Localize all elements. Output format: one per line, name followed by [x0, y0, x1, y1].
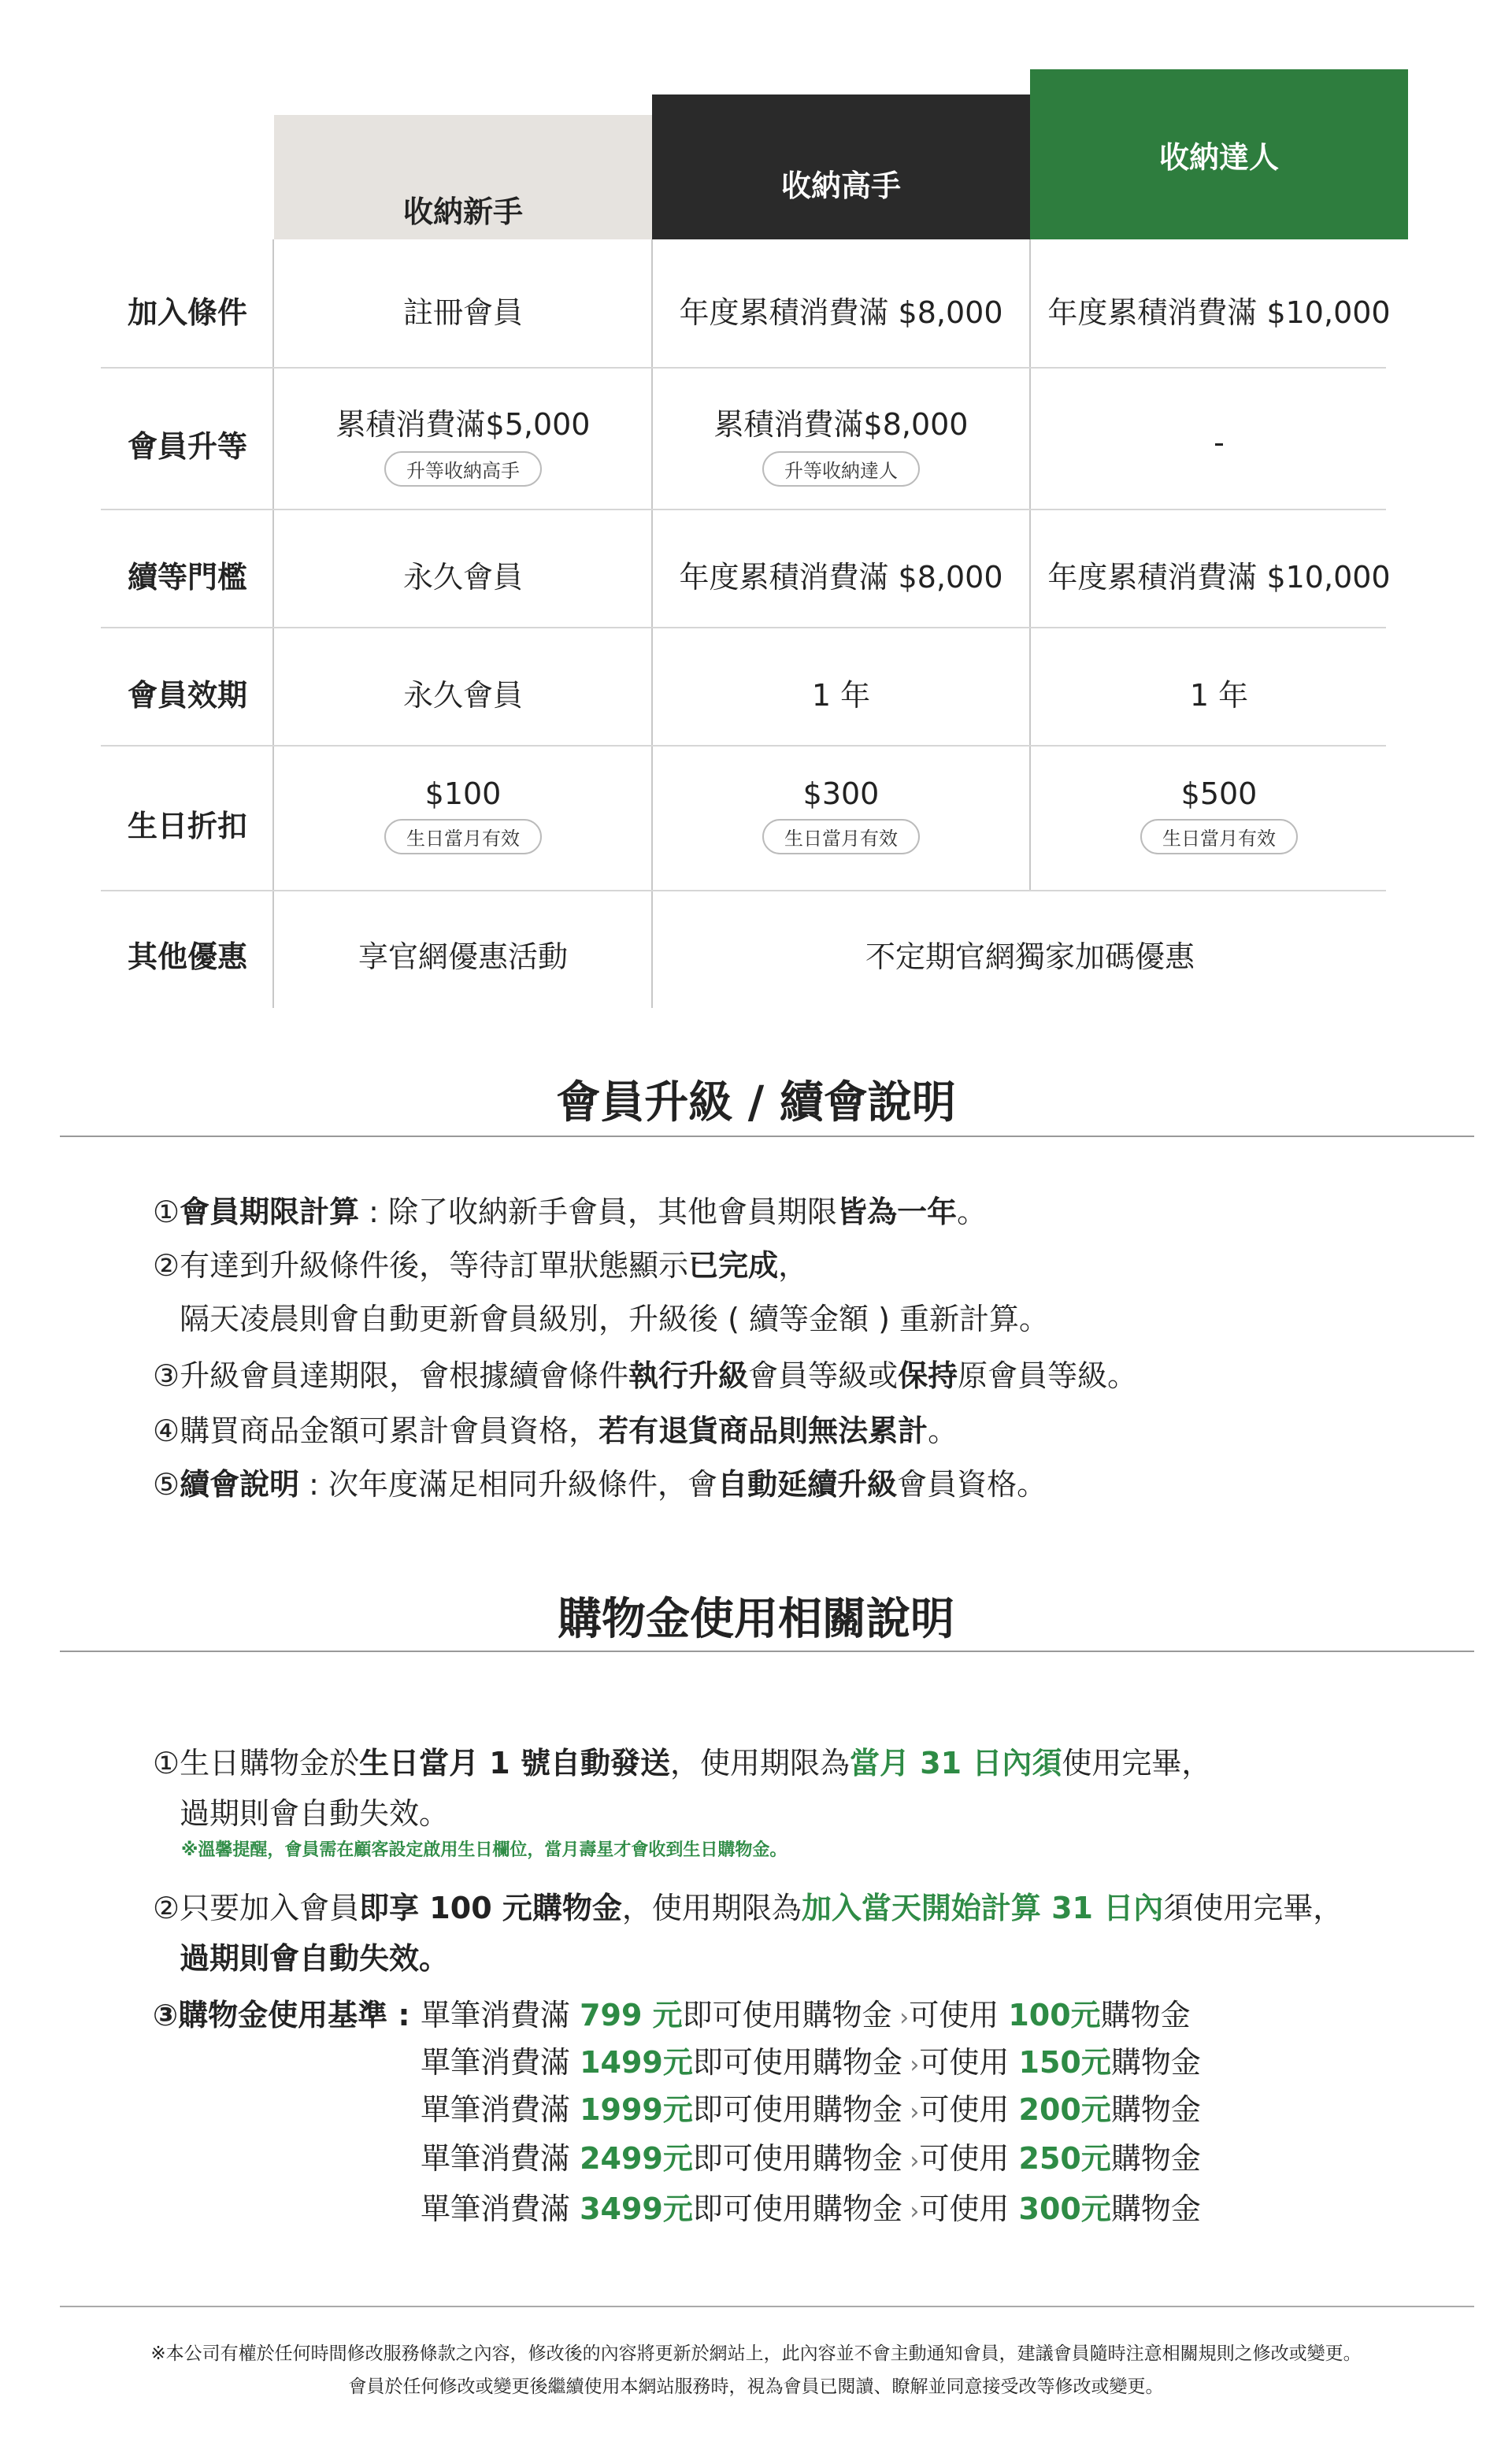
note-text: 使用完畢，	[1062, 1746, 1212, 1780]
table-cell: 永久會員	[402, 560, 523, 595]
table-divider	[272, 239, 274, 1008]
note-text: 。	[928, 1414, 958, 1448]
tier-spend: 2499元	[580, 2141, 693, 2176]
table-cell	[274, 776, 652, 854]
tier-mid: 即可使用購物金	[692, 2045, 902, 2080]
credit-rule-label: ③購物金使用基準 :	[153, 1998, 410, 2032]
note-text: 購買商品金額可累計會員資格，	[180, 1414, 599, 1448]
table-cell: 年度累積消費滿 $10,000	[1047, 295, 1391, 330]
chevron-right-icon: ›	[902, 2051, 920, 2079]
table-divider	[101, 367, 1386, 369]
note-text: ，使用期限為	[621, 1891, 802, 1925]
upgrade-note-item	[153, 1188, 987, 1231]
table-cell: 享官網優惠活動	[358, 939, 568, 974]
bold-text: 皆為一年	[837, 1195, 958, 1229]
table-cell	[274, 400, 652, 487]
tier-prefix: 單筆消費滿	[421, 1998, 580, 2032]
table-cell	[1030, 776, 1408, 854]
tier-spend: 3499元	[580, 2192, 693, 2226]
tier-mid: 即可使用購物金	[692, 2141, 902, 2176]
row-label: 會員升等	[127, 429, 247, 464]
tier-use: 可使用	[919, 2092, 1019, 2127]
table-cell: 年度累積消費滿 $8,000	[679, 295, 1003, 330]
table-cell: 永久會員	[402, 678, 523, 713]
note-text: ①生日購物金於	[153, 1746, 360, 1780]
table-divider	[101, 890, 1386, 891]
credit-tier-row	[421, 2038, 1201, 2081]
birthday-tag: 生日當月有效	[762, 819, 920, 854]
credit-tier-row	[421, 2134, 1201, 2177]
tier-prefix: 單筆消費滿	[421, 2192, 580, 2226]
birthday-tag: 生日當月有效	[384, 819, 542, 854]
footer-divider	[60, 2306, 1474, 2307]
tier-mid: 即可使用購物金	[692, 2192, 902, 2226]
table-divider	[651, 239, 653, 1008]
tier-spend: 799 元	[580, 1998, 683, 2032]
bold-text: 即享 100 元購物金	[359, 1891, 622, 1925]
cell-value: 累積消費滿$5,000	[335, 407, 591, 442]
credit-tier-row	[421, 2184, 1201, 2228]
note-text: ②只要加入會員	[153, 1891, 360, 1925]
table-cell	[652, 400, 1030, 487]
section-title-upgrade: 會員升級 / 續會說明	[556, 1077, 956, 1128]
table-cell: 註冊會員	[402, 295, 523, 330]
tier-prefix: 單筆消費滿	[421, 2045, 580, 2080]
credit-tier-row	[421, 2085, 1201, 2129]
note-text: 隔天凌晨則會自動更新會員級別，升級後 ( 續等金額 ) 重新計算。	[180, 1302, 1049, 1336]
upgrade-note-item	[153, 1460, 1047, 1503]
section-divider	[60, 1651, 1474, 1652]
credit-note-2	[153, 1884, 1343, 1927]
chevron-right-icon: ›	[902, 2147, 920, 2175]
tier-amount: 250元	[1018, 2141, 1111, 2176]
row-label: 其他優惠	[127, 939, 247, 974]
section-title-credit: 購物金使用相關說明	[558, 1594, 954, 1645]
row-label: 會員效期	[127, 678, 247, 713]
highlight-text: 當月 31 日內須	[850, 1746, 1062, 1780]
note-text: 升級會員達期限，會根據續會條件	[180, 1358, 629, 1393]
tier-suffix: 購物金	[1100, 1998, 1191, 2032]
upgrade-note-item	[153, 1406, 958, 1450]
note-text: 會員資格。	[897, 1467, 1047, 1502]
tier-amount: 200元	[1018, 2092, 1111, 2127]
tier-mid: 即可使用購物金	[682, 1998, 892, 2032]
upgrade-note-item	[153, 1351, 1137, 1395]
tier-use: 可使用	[909, 1998, 1009, 2032]
table-cell: -	[1214, 425, 1225, 460]
table-cell: 年度累積消費滿 $10,000	[1047, 560, 1391, 595]
table-divider	[101, 509, 1386, 510]
tier-spend: 1499元	[580, 2045, 693, 2080]
note-text: 有達到升級條件後，等待訂單狀態顯示	[180, 1248, 689, 1283]
bold-text: 執行升級	[628, 1358, 749, 1393]
note-text: ，	[778, 1248, 809, 1283]
cell-value: $300	[802, 776, 880, 811]
row-label: 加入條件	[127, 295, 247, 330]
bold-text: 保持	[898, 1358, 958, 1393]
credit-note-2-line2: 過期則會自動失效。	[180, 1941, 450, 1976]
upgrade-note-item	[153, 1241, 808, 1284]
upgrade-tag: 升等收納達人	[762, 451, 920, 487]
cell-value: $500	[1180, 776, 1258, 811]
tier-suffix: 購物金	[1110, 2045, 1201, 2080]
tier-label: 收納新手	[402, 194, 523, 229]
tier-header-beginner	[274, 115, 652, 239]
bold-text: 自動延續升級	[717, 1467, 898, 1502]
table-divider	[101, 627, 1386, 628]
item-number: ①	[153, 1195, 180, 1229]
tier-amount: 150元	[1018, 2045, 1111, 2080]
item-number: ④	[153, 1414, 180, 1448]
cell-value: $100	[424, 776, 502, 811]
footer-disclaimer: ※本公司有權於任何時間修改服務條款之內容，修改後的內容將更新於網站上，此內容並不會主動通知會員，建議會員隨時注意相關規則之修改或變更。	[150, 2344, 1362, 2364]
row-label: 生日折扣	[127, 809, 247, 843]
tier-mid: 即可使用購物金	[692, 2092, 902, 2127]
chevron-right-icon: ›	[902, 2198, 920, 2225]
birthday-tag: 生日當月有效	[1140, 819, 1298, 854]
bold-text: 已完成	[688, 1248, 779, 1283]
table-cell: 1 年	[811, 678, 871, 713]
birthday-tip: ※溫馨提醒，會員需在顧客設定啟用生日欄位，當月壽星才會收到生日購物金。	[181, 1840, 788, 1860]
item-number: ⑤	[153, 1467, 180, 1502]
highlight-text: 加入當天開始計算 31 日內	[801, 1891, 1164, 1925]
note-text: 原會員等級。	[958, 1358, 1138, 1393]
cell-value: 累積消費滿$8,000	[713, 407, 969, 442]
credit-note-1-line2: 過期則會自動失效。	[180, 1796, 450, 1831]
footer-disclaimer-2: 會員於任何修改或變更後繼續使用本網站服務時，視為會員已閱讀、瞭解並同意接受改等修改或變更。	[348, 2377, 1164, 2397]
row-label: 續等門檻	[127, 560, 247, 595]
note-text: : 次年度滿足相同升級條件，會	[299, 1467, 718, 1502]
chevron-right-icon: ›	[891, 2004, 910, 2032]
tier-spend: 1999元	[580, 2092, 693, 2127]
bold-text: 若有退貨商品則無法累計	[598, 1414, 928, 1448]
tier-use: 可使用	[919, 2192, 1019, 2226]
tier-header-expert	[1030, 69, 1408, 239]
tier-suffix: 購物金	[1110, 2141, 1201, 2176]
note-text: 須使用完畢，	[1163, 1891, 1343, 1925]
note-text: 會員等級或	[748, 1358, 899, 1393]
upgrade-tag: 升等收納高手	[384, 451, 542, 487]
bold-text: 會員期限計算	[180, 1195, 360, 1229]
section-divider	[60, 1136, 1474, 1137]
table-cell	[652, 776, 1030, 854]
credit-note-1	[153, 1739, 1211, 1782]
tier-prefix: 單筆消費滿	[421, 2141, 580, 2176]
credit-tier-row	[421, 1991, 1191, 2034]
table-cell: 1 年	[1189, 678, 1249, 713]
table-divider	[101, 745, 1386, 747]
table-cell: 不定期官網獨家加碼優惠	[865, 939, 1195, 974]
tier-use: 可使用	[919, 2045, 1019, 2080]
table-cell: 年度累積消費滿 $8,000	[679, 560, 1003, 595]
tier-amount: 300元	[1018, 2192, 1111, 2226]
note-text: 。	[957, 1195, 988, 1229]
tier-use: 可使用	[919, 2141, 1019, 2176]
bold-text: 生日當月 1 號自動發送	[359, 1746, 670, 1780]
tier-header-advanced	[652, 94, 1030, 239]
chevron-right-icon: ›	[902, 2099, 920, 2126]
bold-text: 續會說明	[180, 1467, 300, 1502]
note-text: ，使用期限為	[669, 1746, 850, 1780]
item-number: ③	[153, 1358, 180, 1393]
tier-prefix: 單筆消費滿	[421, 2092, 580, 2127]
tier-label: 收納高手	[780, 168, 901, 203]
upgrade-note-item	[180, 1295, 1049, 1338]
item-number: ②	[153, 1248, 180, 1283]
tier-suffix: 購物金	[1110, 2192, 1201, 2226]
tier-amount: 100元	[1008, 1998, 1101, 2032]
note-text: : 除了收納新手會員，其他會員期限	[359, 1195, 838, 1229]
tier-suffix: 購物金	[1110, 2092, 1201, 2127]
tier-label: 收納達人	[1158, 139, 1279, 175]
